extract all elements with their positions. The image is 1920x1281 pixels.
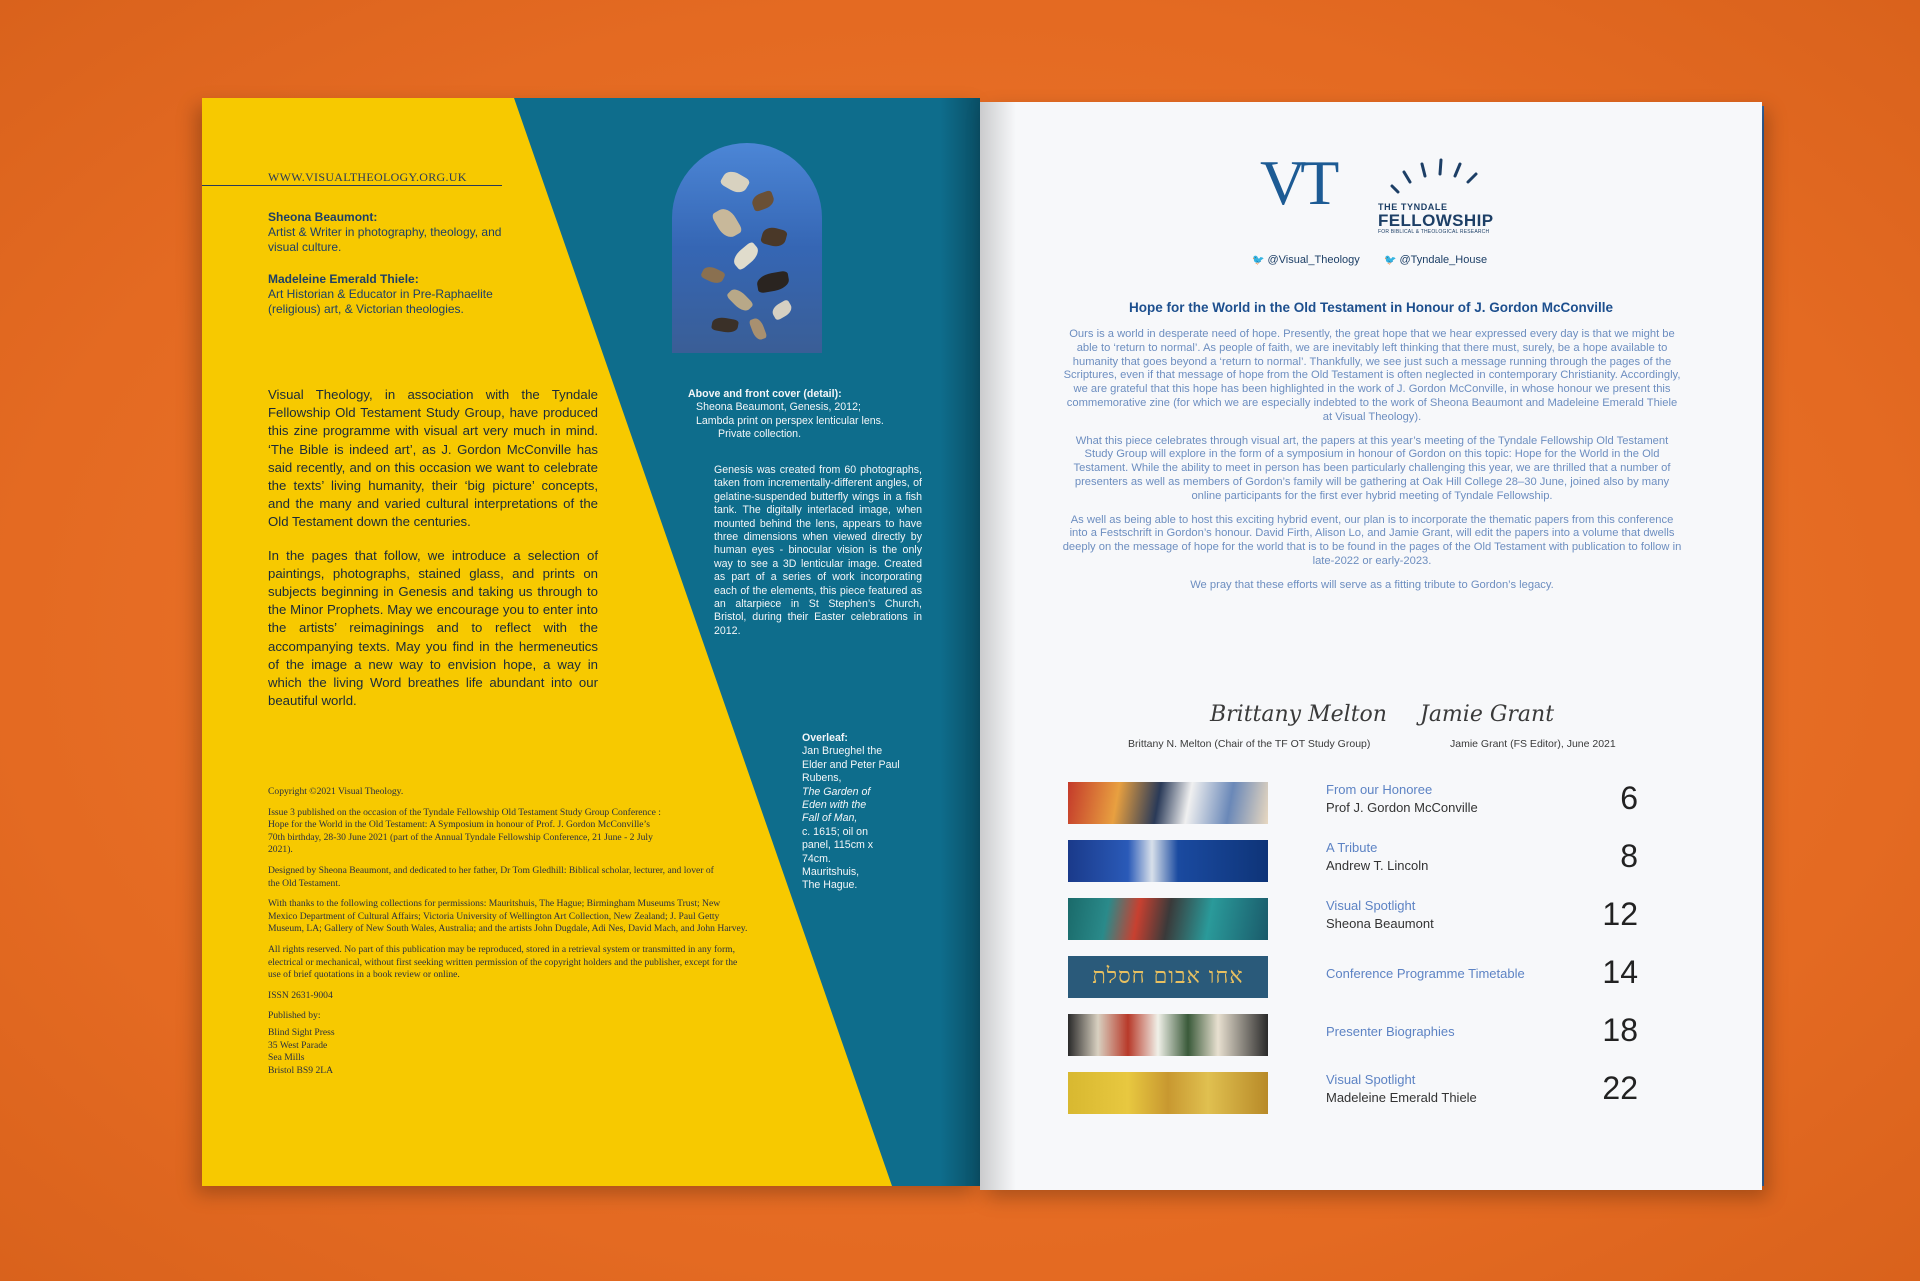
issue-line: Issue 3 published on the occasion of the Tyndale Fellowship Old Testament Study Group Conference : Hope for the World in the Old Testament: A Symposium in honour of Prof. J. Gordon McConville’s 70th birthday, 28-30 June 2021 (part of the Annual Tyndale Fellowship Conference, 21 June - 2 July 2021). (268, 806, 661, 856)
body-paragraph: As well as being able to host this exciting hybrid event, our plan is to incorporate the thematic papers from this conference into a Festschrift in Gordon’s honour. David Firth, Alison Lo, and Jamie Grant, will edit the papers into a volume that dwells deeply on the message of hope for the world that is to be found in the pages of the Old Testament with publication to follow in late-2022 or early-2023. (1062, 513, 1682, 567)
intro-paragraph-1: Visual Theology, in association with the Tyndale Fellowship Old Testament Study Group, have produced this zine programme with visual art very much in mind. ‘The Bible is indeed art’, as J. Gordon McConville has said recently, and on this occasion we want to celebrate the texts’ living humanity, their ‘big picture’ concepts, and the many and varied cultural interpretations of the Old Testament down the centuries. (268, 387, 598, 530)
genesis-artwork-image (672, 143, 822, 353)
logo-line: THE TYNDALE (1378, 202, 1448, 212)
toc-category: Visual Spotlight (1326, 898, 1416, 913)
twitter-icon: 🐦 (1252, 255, 1265, 266)
copyright-block (268, 786, 748, 1077)
caption-line: panel, 115cm x (802, 839, 874, 852)
website-url[interactable]: WWW.VISUALTHEOLOGY.ORG.UK (268, 170, 467, 184)
publisher-address (268, 1027, 748, 1077)
author-madeleine (268, 272, 528, 317)
intro-body (1062, 328, 1682, 603)
social-tyndale-house[interactable] (1384, 254, 1487, 266)
intro-paragraph-2: In the pages that follow, we introduce a selection of paintings, photographs, stained glass, and prints on subjects beginning in Genesis and taking us through to the Minor Prophets. May we encourage you to enter into the artists’ reimaginings and to reflect with the accompanying texts. May you find in the hermeneutics of the image a new way to envision hope, a way in which the living Word breathes life abundant into our beautiful world. (268, 547, 598, 709)
tyndale-rays-icon (1390, 154, 1480, 202)
toc-thumbnail (1068, 898, 1268, 940)
toc-name: Andrew T. Lincoln (1326, 858, 1429, 873)
caption-overleaf (802, 732, 922, 893)
caption-line: c. 1615; oil on (802, 825, 868, 838)
logo-line: FOR BIBLICAL & THEOLOGICAL RESEARCH (1378, 229, 1490, 235)
toc-thumbnail (1068, 1072, 1268, 1114)
twitter-icon: 🐦 (1384, 255, 1397, 266)
toc-category: Visual Spotlight (1326, 1072, 1416, 1087)
author-role: Art Historian & Educator in Pre-Raphaelite (religious) art, & Victorian theologies. (268, 287, 493, 316)
address-line: Blind Sight Press (268, 1026, 335, 1038)
toc-thumbnail (1068, 1014, 1268, 1056)
signature-caption: Jamie Grant (FS Editor), June 2021 (1450, 738, 1616, 750)
author-role: Artist & Writer in photography, theology, and visual culture. (268, 225, 502, 254)
logo-line: FELLOWSHIP (1378, 211, 1494, 230)
tyndale-fellowship-logo (1378, 202, 1493, 235)
caption-line: Fall of Man, (802, 812, 858, 825)
caption-line: Mauritshuis, (802, 866, 860, 879)
toc-item[interactable] (1068, 782, 1688, 830)
toc-page-number: 6 (1620, 780, 1638, 816)
social-handle: @Tyndale_House (1399, 254, 1488, 266)
signature-grant: Jamie Grant (1420, 702, 1555, 727)
author-name: Sheona Beaumont: (268, 210, 378, 224)
designed-by-line: Designed by Sheona Beaumont, and dedicated to her father, Dr Tom Gledhill: Biblical scholar, lecturer, and lover of the Old Testament. (268, 864, 714, 889)
left-page (202, 98, 980, 1186)
address-line: Bristol BS9 2LA (268, 1064, 334, 1076)
caption-line: Eden with the (802, 799, 867, 812)
caption-line: Sheona Beaumont, Genesis, 2012; (696, 401, 861, 414)
toc-item[interactable] (1068, 956, 1688, 1004)
body-paragraph: What this piece celebrates through visual art, the papers at this year’s meeting of the Tyndale Fellowship Old Testament Study Group will explore in the form of a symposium in honour of Gordon on this topic: Hope for the World in the Old Testament. While the ability to meet in person has been particularly challenging this year, we are thrilled that a number of presenters as well as members of Gordon’s family will be gathering at Oak Hill College 28–30 June, joined also by many online participants for the first ever hybrid meeting of Tyndale Fellowship. (1073, 434, 1671, 502)
toc-item[interactable] (1068, 898, 1688, 946)
body-paragraph: Ours is a world in desperate need of hope. Presently, the great hope that we hear expressed every day is that we might be able to ‘return to normal’. As people of faith, we are inevitably left thinking that there must, surely, be a hope available to humanity that goes beyond a ‘return to normal’. Thankfully, we see just such a message running through the pages of the Scriptures, even if that message of hope from the Old Testament is often neglected in contemporary Christianity. Accordingly, we are grateful that this hope has been highlighted in the work of J. Gordon McConville, in whose honour we present this commemorative zine (for which we are especially indebted to the work of Sheona Beaumont and Madeleine Emerald Thiele at Visual Theology). (1063, 328, 1681, 423)
toc-thumbnail: אחו אבום חסלת (1068, 956, 1268, 998)
visual-theology-logo: VT (1260, 147, 1334, 218)
toc-name: Madeleine Emerald Thiele (1326, 1090, 1477, 1105)
body-paragraph: We pray that these efforts will serve as a fitting tribute to Gordon’s legacy. (1190, 578, 1554, 591)
social-handle: @Visual_Theology (1267, 254, 1360, 266)
caption-line: Rubens, (802, 772, 842, 785)
issn-line: ISSN 2631-9004 (268, 989, 333, 1001)
social-visual-theology[interactable] (1252, 254, 1360, 266)
toc-name: Sheona Beaumont (1326, 916, 1434, 931)
toc-item[interactable] (1068, 840, 1688, 888)
signature-caption: Brittany N. Melton (Chair of the TF OT Study Group) (1128, 738, 1371, 750)
signature-melton: Brittany Melton (1210, 702, 1387, 727)
intro-text (268, 386, 598, 725)
caption-line: 74cm. (802, 852, 831, 865)
caption-line: Elder and Peter Paul (802, 758, 900, 771)
caption-line: Private collection. (718, 428, 802, 441)
caption-above (688, 388, 908, 442)
rights-line: All rights reserved. No part of this publication may be reproduced, stored in a retrieval system or transmitted in any form, electrical or mechanical, without first seeking written permission of the copyright holders and the publisher, except for the use of brief quotations in a book review or online. (268, 943, 738, 981)
caption-heading: Above and front cover (detail): (688, 388, 842, 400)
toc-page-number: 8 (1620, 838, 1638, 874)
page-title: Hope for the World in the Old Testament in Honour of J. Gordon McConville (1128, 300, 1613, 315)
url-underline (202, 185, 502, 186)
address-line: Sea Mills (268, 1052, 305, 1064)
toc-thumbnail (1068, 840, 1268, 882)
toc-item[interactable] (1068, 1014, 1688, 1062)
caption-heading: Overleaf: (802, 732, 848, 744)
toc-category: Conference Programme Timetable (1326, 966, 1525, 981)
address-line: 35 West Parade (268, 1039, 328, 1051)
toc-item[interactable] (1068, 1072, 1688, 1120)
toc-page-number: 18 (1602, 1012, 1638, 1048)
toc-category: Presenter Biographies (1326, 1024, 1455, 1039)
thanks-line: With thanks to the following collections for permissions: Mauritshuis, The Hague; Birmingham Museums Trust; New Mexico Department of Cultural Affairs; Victoria University of Wellington Art Collection, New Zealand; J. Paul Getty Museum, LA; Gallery of New South Wales, Australia; and the artists John Dugdale, Adi Nes, David Mach, and John Harvey. (268, 898, 748, 935)
caption-line: The Hague. (802, 879, 858, 892)
toc-page-number: 12 (1602, 896, 1638, 932)
toc-page-number: 14 (1602, 954, 1638, 990)
author-sheona (268, 210, 528, 255)
published-by-label: Published by: (268, 1010, 321, 1022)
toc-category: From our Honoree (1326, 782, 1433, 797)
caption-line: Jan Brueghel the (802, 745, 883, 758)
gutter-shadow (940, 98, 980, 1186)
toc-category: A Tribute (1326, 840, 1378, 855)
toc-name: Prof J. Gordon McConville (1326, 800, 1478, 815)
author-name: Madeleine Emerald Thiele: (268, 272, 419, 286)
toc-thumbnail (1068, 782, 1268, 824)
toc-page-number: 22 (1602, 1070, 1638, 1106)
caption-above-body: Genesis was created from 60 photographs, taken from incrementally-different angles, of gelatine-suspended butterfly wings in a fish tank. The digitally interlaced image, when mounted behind the lens, appears to have three dimensions when viewed directly by human eyes - binocular vision is the only way to see a 3D lenticular image. Created as part of a series of work incorporating each of the elements, this piece featured as an altarpiece in St Stephen’s Church, Bristol, during their Easter celebrations in 2012. (714, 464, 922, 637)
right-page (980, 102, 1762, 1190)
copyright-line: Copyright ©2021 Visual Theology. (268, 786, 404, 797)
caption-line: Lambda print on perspex lenticular lens. (696, 414, 884, 427)
caption-line: The Garden of (802, 785, 871, 798)
gutter-shadow (980, 102, 1016, 1190)
